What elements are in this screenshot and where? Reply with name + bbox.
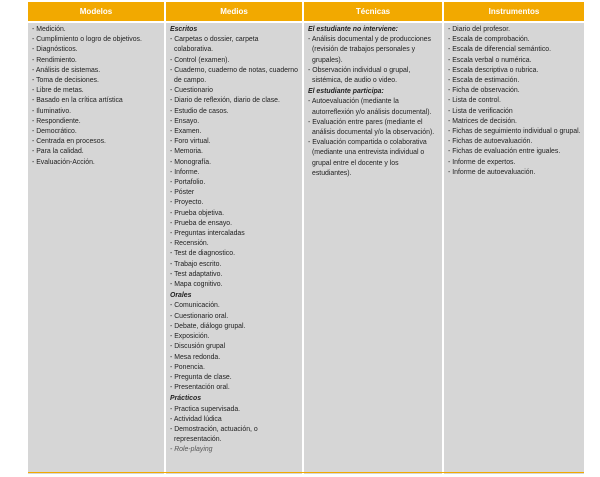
list-item: - Presentación oral. (170, 384, 230, 392)
list-item: - Centrada en procesos. (32, 138, 106, 146)
list-item: - Libre de metas. (32, 87, 84, 95)
list-item: - Evaluación compartida o colaborativa (mediante una entrevista individual o grupal entre el docente y los estudiantes). (308, 139, 427, 177)
list-item: - Basado en la crítica artística (32, 97, 123, 105)
list-item: - Análisis de sistemas. (32, 66, 101, 74)
list-item: - Escala descriptiva o rubrica. (448, 66, 539, 74)
list-item: - Foro virtual. (170, 138, 211, 146)
list-item: - Escala de diferencial semántico. (448, 46, 552, 54)
header-modelos: Modelos (28, 2, 165, 22)
list-item: - Cumplimiento o logro de objetivos. (32, 36, 142, 44)
list-item: - Exposición. (170, 333, 210, 341)
cell-instrumentos (443, 22, 584, 474)
list-item: - Estudio de casos. (170, 107, 229, 115)
cell-medios (165, 22, 303, 474)
list-item: - Control (examen). (170, 56, 230, 64)
list-item: - Demostración, actuación, o representación. (170, 425, 258, 444)
list-item: - Iluminativo. (32, 107, 72, 115)
list-item: - Prueba objetiva. (170, 209, 225, 217)
list-item: - Ponencia. (170, 363, 205, 371)
header-tecnicas: Técnicas (303, 2, 443, 22)
list-item: - Cuestionario oral. (170, 312, 229, 320)
modelos-list (32, 25, 161, 168)
list-item: - Trabajo escrito. (170, 260, 222, 268)
list-item: - Cuaderno, cuaderno de notas, cuaderno de campo. (170, 66, 298, 85)
list-item: - Fichas de autoevaluación. (448, 138, 533, 146)
participa-list (308, 97, 439, 179)
header-instrumentos: Instrumentos (443, 2, 584, 22)
header-row (28, 2, 584, 22)
list-item: - Test de diagnostico. (170, 250, 235, 258)
list-item: - Autoevaluación (mediante la autorreflexión y/o análisis documental). (308, 98, 432, 116)
table-bottom-rule (28, 472, 584, 473)
instrumentos-list (448, 25, 581, 178)
list-item: - Para la calidad. (32, 148, 84, 156)
list-item: - Actividad lúdica (170, 415, 222, 423)
list-item: - Informe. (170, 168, 200, 176)
list-item: - Informe de autoevaluación. (448, 168, 536, 176)
list-item: - Ensayo. (170, 117, 200, 125)
list-item: - Lista de verificación (448, 107, 513, 115)
cell-modelos (28, 22, 165, 474)
list-item: - Fichas de evaluación entre iguales. (448, 148, 561, 156)
list-item: - Debate, diálogo grupal. (170, 322, 246, 330)
practicos-list (170, 405, 299, 446)
list-item: - Recensión. (170, 240, 209, 248)
list-item: - Test adaptativo. (170, 270, 223, 278)
list-item: - Evaluación entre pares (mediante el análisis documental y/o la observación). (308, 118, 435, 137)
list-item: - Póster (170, 189, 195, 197)
list-item: - Prueba de ensayo. (170, 219, 233, 227)
orales-heading: Orales (170, 292, 192, 300)
list-item: - Rendimiento. (32, 56, 77, 64)
list-item: - Diagnósticos. (32, 46, 78, 54)
no-interviene-heading: El estudiante no interviene: (308, 26, 398, 33)
list-item: - Comunicación. (170, 302, 220, 310)
list-item: - Democrático. (32, 128, 77, 136)
list-item: - Medición. (32, 26, 66, 33)
list-item: - Respondiente. (32, 117, 81, 125)
orales-list (170, 301, 299, 393)
list-item: - Diario del profesor. (448, 26, 511, 33)
list-item: - Cuestionario (170, 87, 213, 95)
list-item: - Preguntas intercaladas (170, 230, 245, 238)
no-interviene-list (308, 35, 439, 86)
list-item: - Examen. (170, 128, 202, 136)
list-item: - Proyecto. (170, 199, 204, 207)
list-item: - Escala de comprobación. (448, 36, 530, 44)
list-item: - Toma de decisiones. (32, 77, 99, 85)
role-playing-item: - Role-playing (170, 446, 213, 454)
escritos-heading: Escritos (170, 26, 198, 33)
list-item: - Lista de control. (448, 97, 501, 105)
list-item: - Pregunta de clase. (170, 373, 232, 381)
list-item: - Matrices de decisión. (448, 117, 517, 125)
list-item: - Informe de expertos. (448, 158, 516, 166)
list-item: - Ficha de observación. (448, 87, 520, 95)
list-item: - Escala verbal o numérica. (448, 56, 532, 64)
evaluation-table (28, 2, 584, 474)
list-item: - Evaluación-Acción. (32, 158, 95, 166)
list-item: - Análisis documental y de producciones (revisión de trabajos personales y grupales). (308, 36, 431, 64)
escritos-list (170, 35, 299, 290)
list-item: - Portafolio. (170, 179, 206, 187)
practicos-heading: Prácticos (170, 395, 202, 403)
list-item: - Fichas de seguimiento individual o grupal. (448, 128, 581, 136)
list-item: - Carpetas o dossier, carpeta colaborativa. (170, 36, 259, 54)
list-item: - Monografía. (170, 158, 211, 166)
list-item: - Discusión grupal (170, 343, 226, 351)
list-item: - Mesa redonda. (170, 353, 221, 361)
content-row (28, 22, 584, 474)
cell-tecnicas (303, 22, 443, 474)
list-item: - Observación individual o grupal, sistémica, de audio o video. (308, 66, 411, 85)
list-item: - Diario de reflexión, diario de clase. (170, 97, 280, 105)
list-item: - Memoria. (170, 148, 203, 156)
list-item: - Escala de estimación. (448, 77, 520, 85)
header-medios: Medios (165, 2, 303, 22)
list-item: - Mapa cognitivo. (170, 281, 223, 289)
participa-heading: El estudiante participa: (308, 88, 384, 96)
list-item: - Practica supervisada. (170, 405, 241, 413)
